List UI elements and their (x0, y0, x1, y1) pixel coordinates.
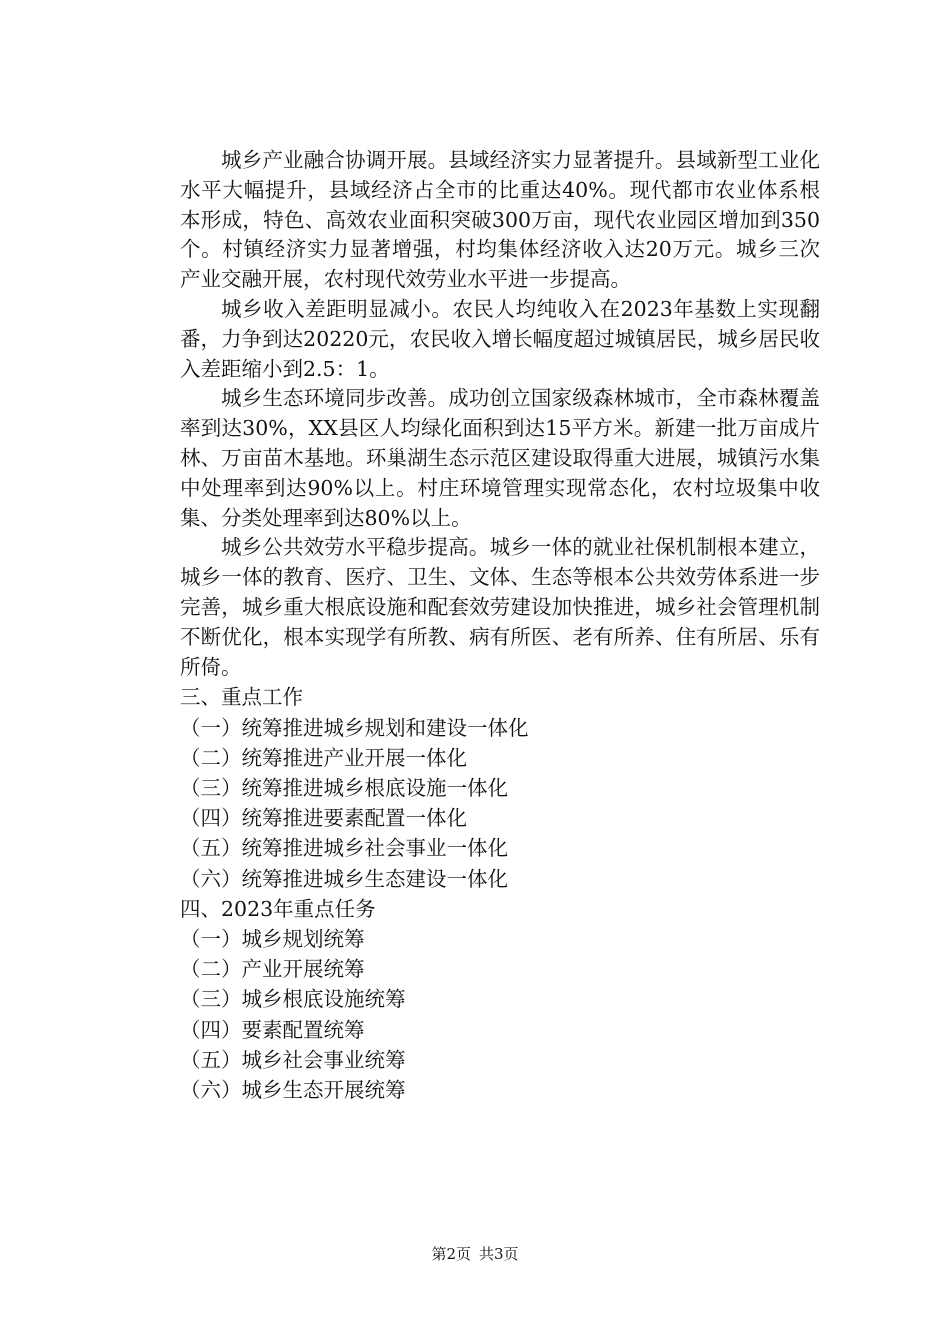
paragraph-income: 城乡收入差距明显减小。农民人均纯收入在2023年基数上实现翻番，力争到达20220元，农民收入增长幅度超过城镇居民，城乡居民收入差距缩小到2.5：1。 (180, 296, 820, 381)
section-3-item-5: （五）统筹推进城乡社会事业一体化 (180, 836, 508, 861)
paragraph-public-service: 城乡公共效劳水平稳步提高。城乡一体的就业社保机制根本建立，城乡一体的教育、医疗、卫生、文体、生态等根本公共效劳体系进一步完善，城乡重大根底设施和配套效劳建设加快推进，城乡社会管理机制不断优化，根本实现学有所教、病有所医、老有所养、住有所居、乐有所倚。 (180, 535, 820, 679)
section-3-item-4: （四）统筹推进要素配置一体化 (180, 806, 467, 831)
section-3-item-1: （一）统筹推进城乡规划和建设一体化 (180, 715, 529, 740)
section-4-item-5: （五）城乡社会事业统筹 (180, 1047, 406, 1072)
page-footer (0, 1244, 950, 1264)
section-4-item-2: （二）产业开展统筹 (180, 957, 365, 982)
section-3-item-2: （二）统筹推进产业开展一体化 (180, 745, 467, 770)
page-number: 第2页 (431, 1245, 471, 1263)
section-4-item-6: （六）城乡生态开展统筹 (180, 1077, 406, 1102)
section-4-item-3: （三）城乡根底设施统筹 (180, 987, 406, 1012)
section-4-heading: 四、2023年重点任务 (180, 896, 376, 921)
page-total: 共3页 (479, 1245, 519, 1263)
section-3-heading: 三、重点工作 (180, 685, 303, 710)
section-3-item-3: （三）统筹推进城乡根底设施一体化 (180, 775, 508, 800)
paragraph-ecology: 城乡生态环境同步改善。成功创立国家级森林城市，全市森林覆盖率到达30%，XX县区人均绿化面积到达15平方米。新建一批万亩成片林、万亩苗木基地。环巢湖生态示范区建设取得重大进展，城镇污水集中处理率到达90%以上。村庄环境管理实现常态化，农村垃圾集中收集、分类处理率到达80%以上。 (180, 386, 820, 530)
paragraph-industry: 城乡产业融合协调开展。县域经济实力显著提升。县域新型工业化水平大幅提升，县域经济占全市的比重达40%。现代都市农业体系根本形成，特色、高效农业面积突破300万亩，现代农业园区增加到350个。村镇经济实力显著增强，村均集体经济收入达20万元。城乡三次产业交融开展，农村现代效劳业水平进一步提高。 (180, 148, 820, 292)
section-4-item-4: （四）要素配置统筹 (180, 1017, 365, 1042)
section-3-item-6: （六）统筹推进城乡生态建设一体化 (180, 866, 508, 891)
document-body (180, 146, 820, 1105)
section-4-item-1: （一）城乡规划统筹 (180, 926, 365, 951)
